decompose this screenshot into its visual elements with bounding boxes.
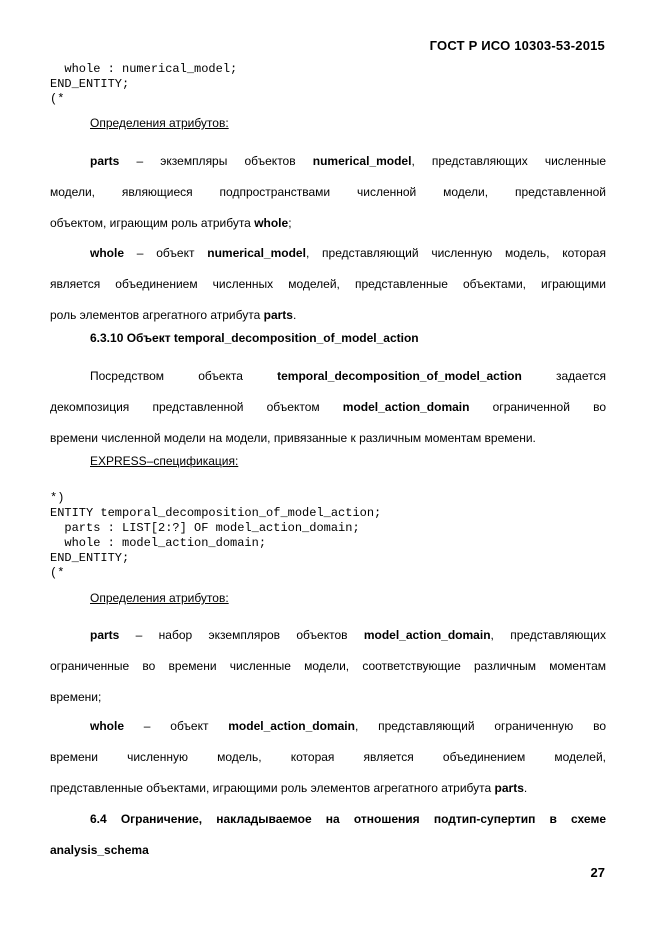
text-line <box>50 238 606 269</box>
text: ограниченной во <box>469 400 606 414</box>
section-title-line: 6.4 Ограничение, накладываемое на отношения подтип-супертип в схеме <box>90 812 606 826</box>
paragraph-parts-definition <box>50 146 606 239</box>
term-whole: whole <box>90 719 125 733</box>
term-parts: parts <box>494 781 524 795</box>
term-model-action-domain: model_action_domain <box>363 628 491 642</box>
text: ; <box>288 216 292 230</box>
attributes-heading <box>50 116 606 130</box>
paragraph-parts-definition-2 <box>50 620 606 713</box>
text: , представляющих численные <box>411 154 606 168</box>
paragraph-whole-definition-2 <box>50 711 606 804</box>
text: , представляющий численную модель, которая <box>305 246 606 260</box>
document-header: ГОСТ Р ИСО 10303-53-2015 <box>429 38 605 53</box>
term-parts: parts <box>90 154 120 168</box>
text-line <box>50 392 606 423</box>
text: роль элементов агрегатного атрибута <box>50 308 264 322</box>
text-line: времени; <box>50 690 102 704</box>
paragraph-temporal-decomposition <box>50 361 606 454</box>
text: . <box>292 308 297 322</box>
section-heading-6-4 <box>50 804 606 866</box>
term-parts: parts <box>263 308 293 322</box>
term-model-action-domain: model_action_domain <box>228 719 355 733</box>
section-title-line: analysis_schema <box>50 843 149 857</box>
text: – экземпляры объектов <box>119 154 313 168</box>
term-temporal-decomposition: temporal_decomposition_of_model_action <box>277 369 522 383</box>
text: Посредством объекта <box>90 369 278 383</box>
text: , представляющих <box>490 628 606 642</box>
term-parts: parts <box>90 628 120 642</box>
express-heading-text: EXPRESS–спецификация: <box>90 454 239 468</box>
section-title: 6.3.10 Объект temporal_decomposition_of_model_action <box>90 331 419 345</box>
text-line: является объединением численных моделей, представленные объектами, играющими <box>50 277 606 291</box>
section-heading-6-3-10 <box>50 331 606 345</box>
text: . <box>523 781 528 795</box>
text-line <box>50 711 606 742</box>
text: – набор экземпляров объектов <box>119 628 364 642</box>
express-code-block: *) ENTITY temporal_decomposition_of_model_action; parts : LIST[2:?] OF model_action_domain; whole : model_action_domain; END_ENTITY; (* <box>50 491 382 580</box>
text-line: модели, являющиеся подпространствами численной модели, представленной <box>50 185 606 199</box>
text: декомпозиция представленной объектом <box>50 400 343 414</box>
text: объектом, играющим роль атрибута <box>50 216 255 230</box>
text: , представляющий ограниченную во <box>354 719 606 733</box>
text-line <box>50 620 606 651</box>
text: – объект <box>124 246 208 260</box>
page-number: 27 <box>590 865 605 880</box>
text-line: ограниченные во времени численные модели, соответствующие различным моментам <box>50 659 606 673</box>
text-line <box>50 361 606 392</box>
text-line <box>50 208 606 239</box>
term-numerical-model: numerical_model <box>207 246 306 260</box>
attributes-heading-text: Определения атрибутов: <box>90 591 229 605</box>
text-line <box>50 300 606 331</box>
text-line <box>50 773 606 804</box>
text: – объект <box>124 719 229 733</box>
text: представленные объектами, играющими роль элементов агрегатного атрибута <box>50 781 495 795</box>
text-line <box>50 146 606 177</box>
text-line: времени численной модели на модели, привязанные к различным моментам времени. <box>50 431 536 445</box>
text: задается <box>521 369 606 383</box>
express-code-fragment: whole : numerical_model; END_ENTITY; (* <box>50 62 238 106</box>
term-model-action-domain: model_action_domain <box>342 400 470 414</box>
term-whole: whole <box>254 216 289 230</box>
paragraph-whole-definition <box>50 238 606 331</box>
attributes-heading-text: Определения атрибутов: <box>90 116 229 130</box>
term-numerical-model: numerical_model <box>312 154 412 168</box>
attributes-heading-2 <box>50 591 606 605</box>
term-whole: whole <box>90 246 125 260</box>
text-line: времени численную модель, которая является объединением моделей, <box>50 750 606 764</box>
express-heading <box>50 454 606 468</box>
